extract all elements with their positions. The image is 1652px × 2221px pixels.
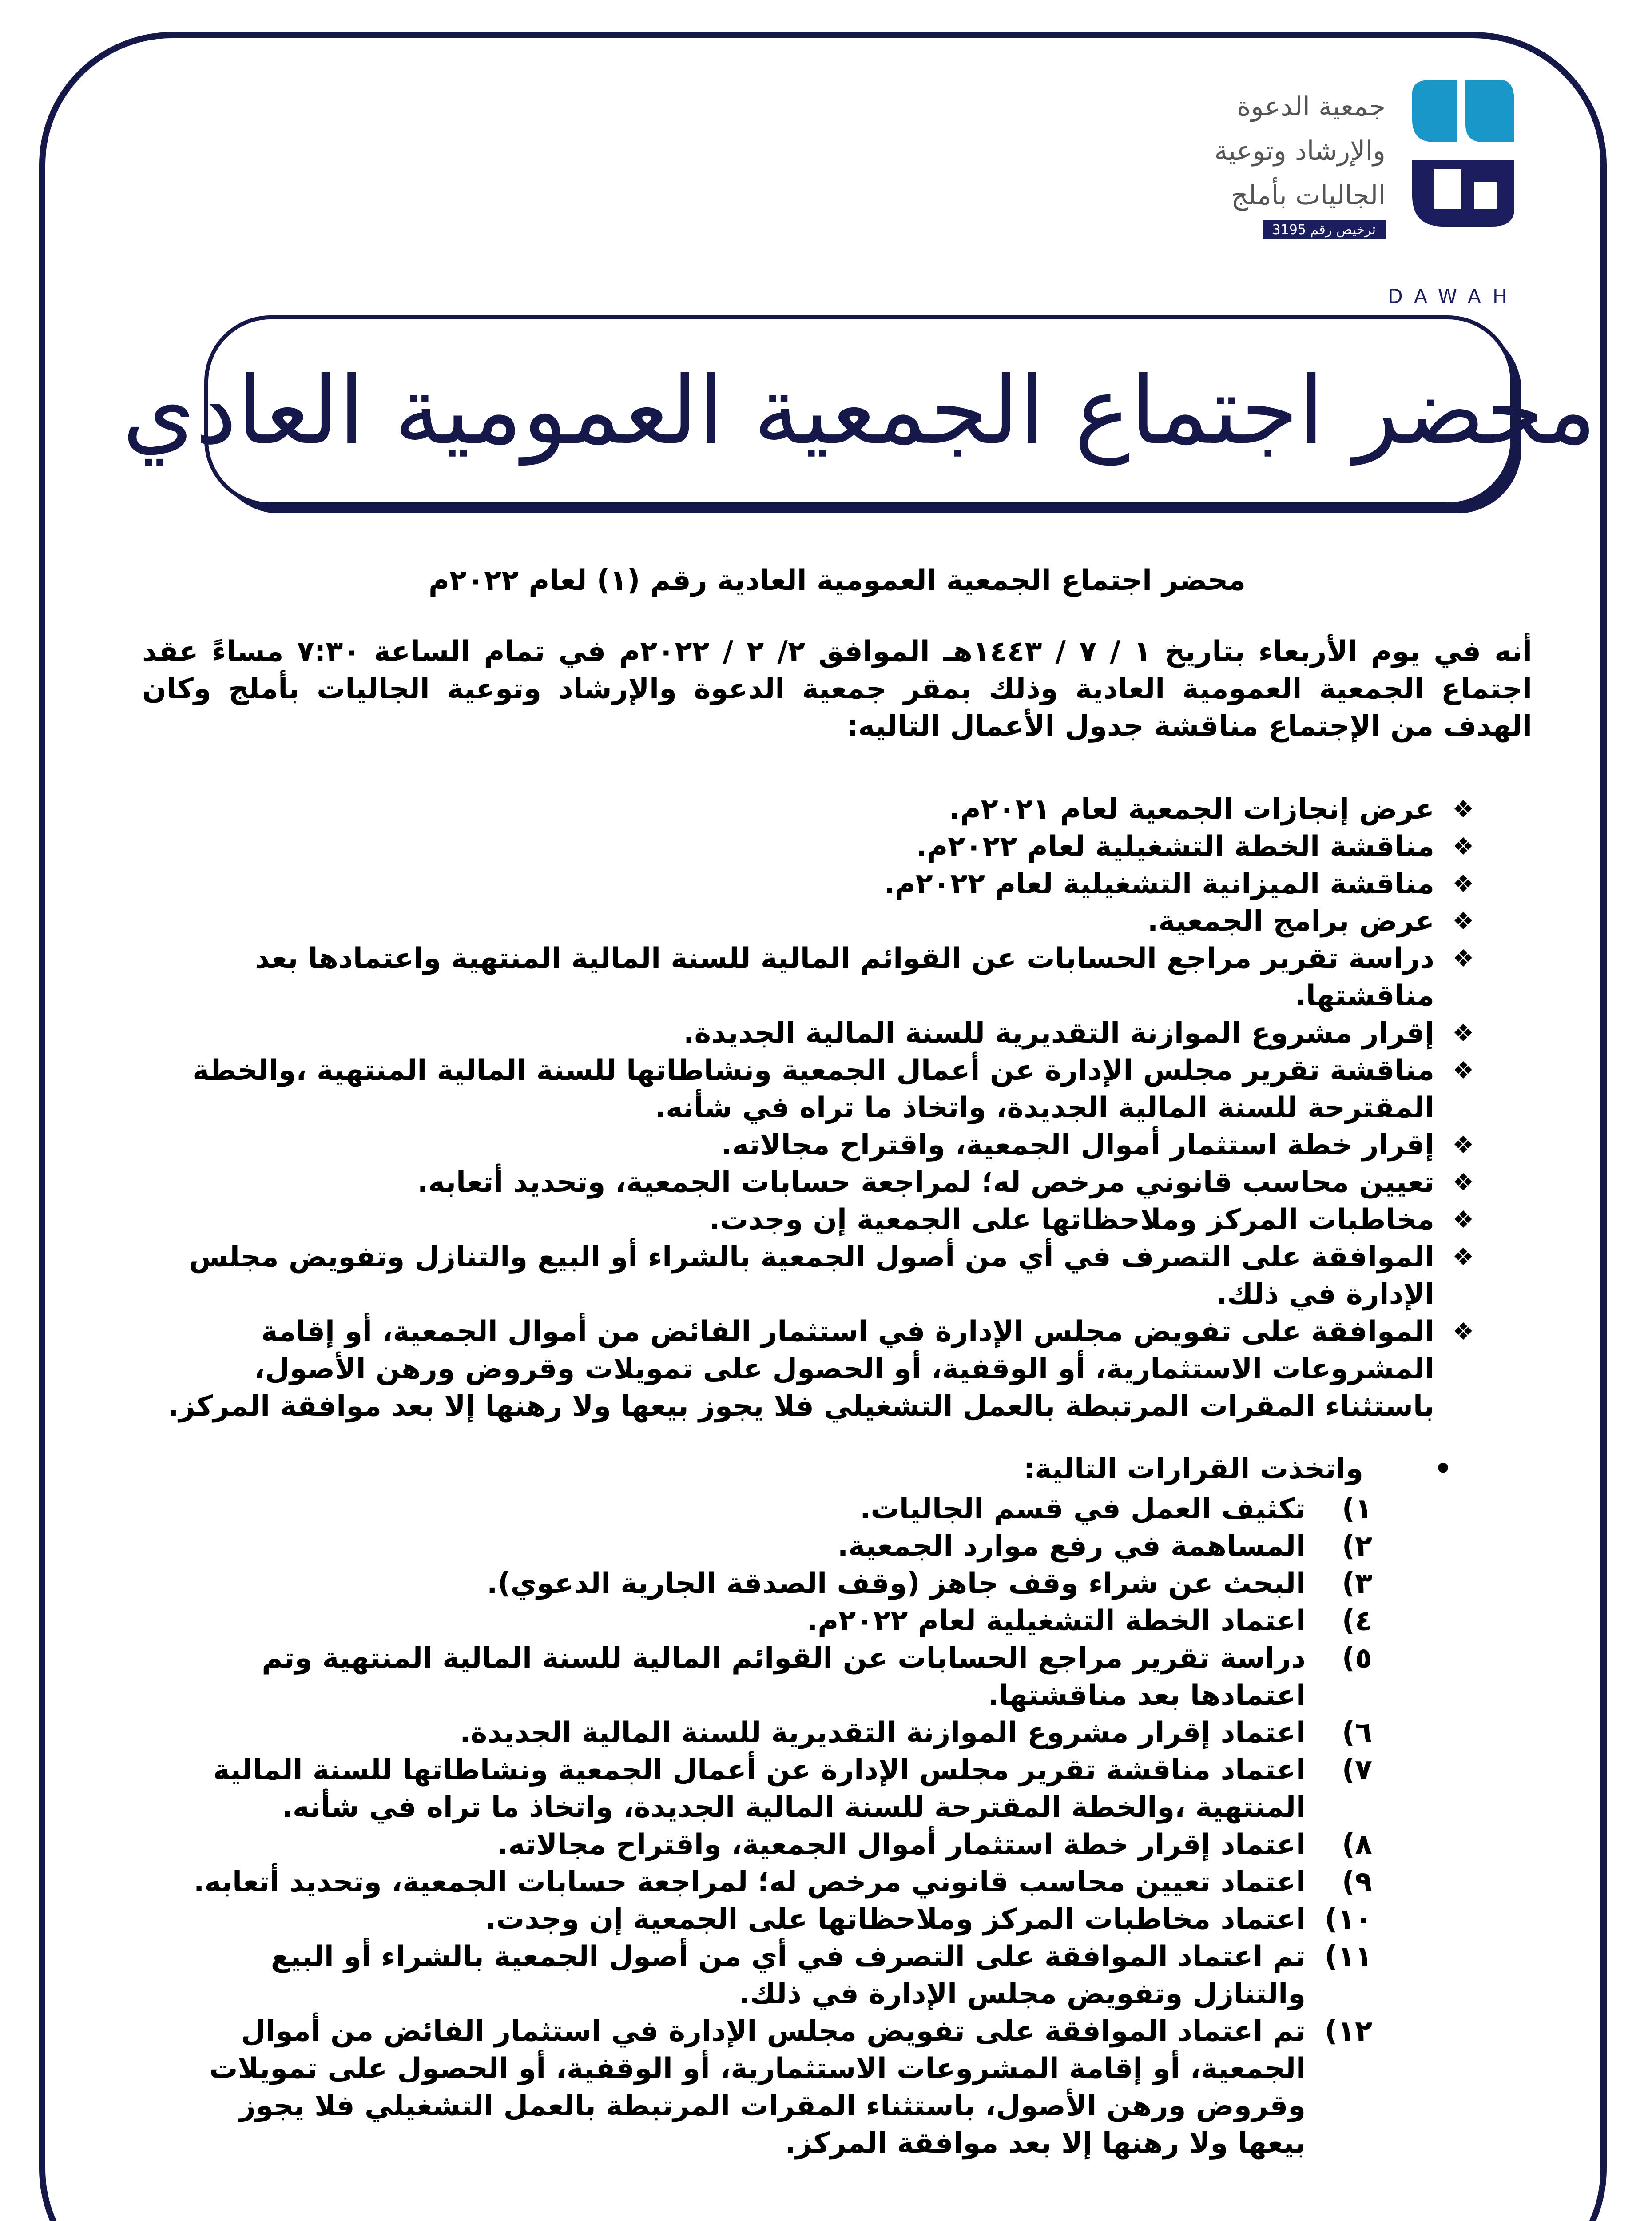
decision-item: ٤) اعتماد الخطة التشغيلية لعام ٢٠٢٢م. [806,1604,1372,1637]
dawah-logo-icon [1394,76,1519,253]
agenda-item: ❖ مناقشة الميزانية التشغيلية لعام ٢٠٢٢م. [160,865,1488,903]
decision-item: ١) تكثيف العمل في قسم الجاليات. [860,1493,1372,1525]
agenda-item: ❖ الموافقة على تفويض مجلس الإدارة في استثمار الفائض من أموال الجمعية، أو إقامة المشروعات الاستثمارية، أو الوقفية، أو الحصول على تمويلات وقروض ورهن الأصول، باستثناء المقرات المرتبطة بالعمل التشغيلي فلا يجوز بيعها ولا رهنها إلا بعد موافقة المركز. [160,1313,1488,1425]
decision-item: ٢) المساهمة في رفع موارد الجمعية. [837,1530,1372,1563]
diamond-bullet-icon: ❖ [1452,1317,1474,1345]
decisions-list [164,1490,1372,2162]
decision-item: ٩) اعتماد تعيين محاسب قانوني مرخص له؛ لمراجعة حسابات الجمعية، وتحديد أتعابه. [194,1866,1372,1899]
diamond-bullet-icon: ❖ [1452,832,1474,860]
decision-item: ١٠) اعتماد مخاطبات المركز وملاحظاتها على الجمعية إن وجدت. [485,1903,1372,1936]
diamond-bullet-icon: ❖ [1452,795,1474,823]
agenda-item: ❖ تعيين محاسب قانوني مرخص له؛ لمراجعة حسابات الجمعية، وتحديد أتعابه. [160,1164,1488,1201]
agenda-item: ❖ عرض إنجازات الجمعية لعام ٢٠٢١م. [160,791,1488,828]
agenda-item: ❖ مناقشة تقرير مجلس الإدارة عن أعمال الجمعية ونشاطاتها للسنة المالية المنتهية ،والخطة المقترحة للسنة المالية الجديدة، واتخاذ ما تراه في شأنه. [160,1052,1488,1126]
diamond-bullet-icon: ❖ [1452,1168,1474,1196]
organization-logo [1155,76,1519,308]
meeting-subtitle: محضر اجتماع الجمعية العمومية العادية رقم (١) لعام ٢٠٢٢م [428,564,1246,597]
org-name-line-3: الجاليات بأملج [1231,180,1386,211]
organization-name [1214,84,1386,239]
brand-wordmark: DAWAH [1387,285,1519,308]
decision-item: ١١) تم اعتماد الموافقة على التصرف في أي من أصول الجمعية بالشراء أو البيع والتنازل وتفويض مجلس الإدارة في ذلك. [270,1940,1372,2010]
diamond-bullet-icon: ❖ [1452,1131,1474,1159]
intro-paragraph: أنه في يوم الأربعاء بتاريخ ١ / ٧ / ١٤٤٣هـ الموافق ٢/ ٢ / ٢٠٢٢م في تمام الساعة ٧:٣٠ مساءً عقد اجتماع الجمعية العمومية العادية وذلك بمقر جمعية الدعوة والإرشاد وتوعية الجاليات بأملج وكان الهدف من الإجتماع مناقشة جدول الأعمال التاليه: [142,635,1533,743]
agenda-item: ❖ إقرار مشروع الموازنة التقديرية للسنة المالية الجديدة. [160,1015,1488,1052]
decisions-heading: • واتخذت القرارات التالية: [1023,1453,1452,1485]
decision-item: ٥) دراسة تقرير مراجع الحسابات عن القوائم المالية للسنة المالية المنتهية وتم اعتمادها بعد مناقشتها. [262,1642,1372,1712]
org-name-line-2: والإرشاد وتوعية [1214,135,1386,167]
title-banner [122,315,1596,506]
decision-item: ٨) اعتماد إقرار خطة استثمار أموال الجمعية، واقتراح مجالاته. [497,1828,1372,1861]
diamond-bullet-icon: ❖ [1452,870,1474,898]
diamond-bullet-icon: ❖ [1452,944,1474,972]
diamond-bullet-icon: ❖ [1452,907,1474,935]
round-bullet-icon: • [1434,1453,1452,1485]
agenda-item: ❖ عرض برامج الجمعية. [160,903,1488,940]
agenda-item: ❖ إقرار خطة استثمار أموال الجمعية، واقتراح مجالاته. [160,1126,1488,1164]
agenda-item: ❖ مناقشة الخطة التشغيلية لعام ٢٠٢٢م. [160,828,1488,865]
decision-item: ١٢) تم اعتماد الموافقة على تفويض مجلس الإدارة في استثمار الفائض من أموال الجمعية، أو إقامة المشروعات الاستثمارية، أو الوقفية، أو الحصول على تمويلات وقروض ورهن الأصول، باستثناء المقرات المرتبطة بالعمل التشغيلي فلا يجوز بيعها ولا رهنها إلا بعد موافقة المركز. [209,2015,1372,2160]
agenda-item: ❖ مخاطبات المركز وملاحظاتها على الجمعية إن وجدت. [160,1201,1488,1238]
agenda-list [160,791,1488,1425]
decision-item: ٧) اعتماد مناقشة تقرير مجلس الإدارة عن أعمال الجمعية ونشاطاتها للسنة المالية المنتهية ،والخطة المقترحة للسنة المالية الجديدة، واتخاذ ما تراه في شأنه. [213,1754,1372,1824]
diamond-bullet-icon: ❖ [1452,1243,1474,1271]
agenda-item: ❖ الموافقة على التصرف في أي من أصول الجمعية بالشراء أو البيع والتنازل وتفويض مجلس الإدارة في ذلك. [160,1238,1488,1313]
org-name-line-1: جمعية الدعوة [1237,91,1386,122]
decision-item: ٣) البحث عن شراء وقف جاهز (وقف الصدقة الجارية الدعوي). [487,1567,1372,1600]
diamond-bullet-icon: ❖ [1452,1019,1474,1047]
license-badge: ترخيص رقم 3195 [1263,220,1386,239]
document-title: محضر اجتماع الجمعية العمومية العادي [122,356,1596,465]
agenda-item: ❖ دراسة تقرير مراجع الحسابات عن القوائم المالية للسنة المالية المنتهية واعتمادها بعد مناقشتها. [160,940,1488,1015]
decision-item: ٦) اعتماد إقرار مشروع الموازنة التقديرية للسنة المالية الجديدة. [460,1716,1372,1749]
diamond-bullet-icon: ❖ [1452,1056,1474,1084]
diamond-bullet-icon: ❖ [1452,1206,1474,1234]
